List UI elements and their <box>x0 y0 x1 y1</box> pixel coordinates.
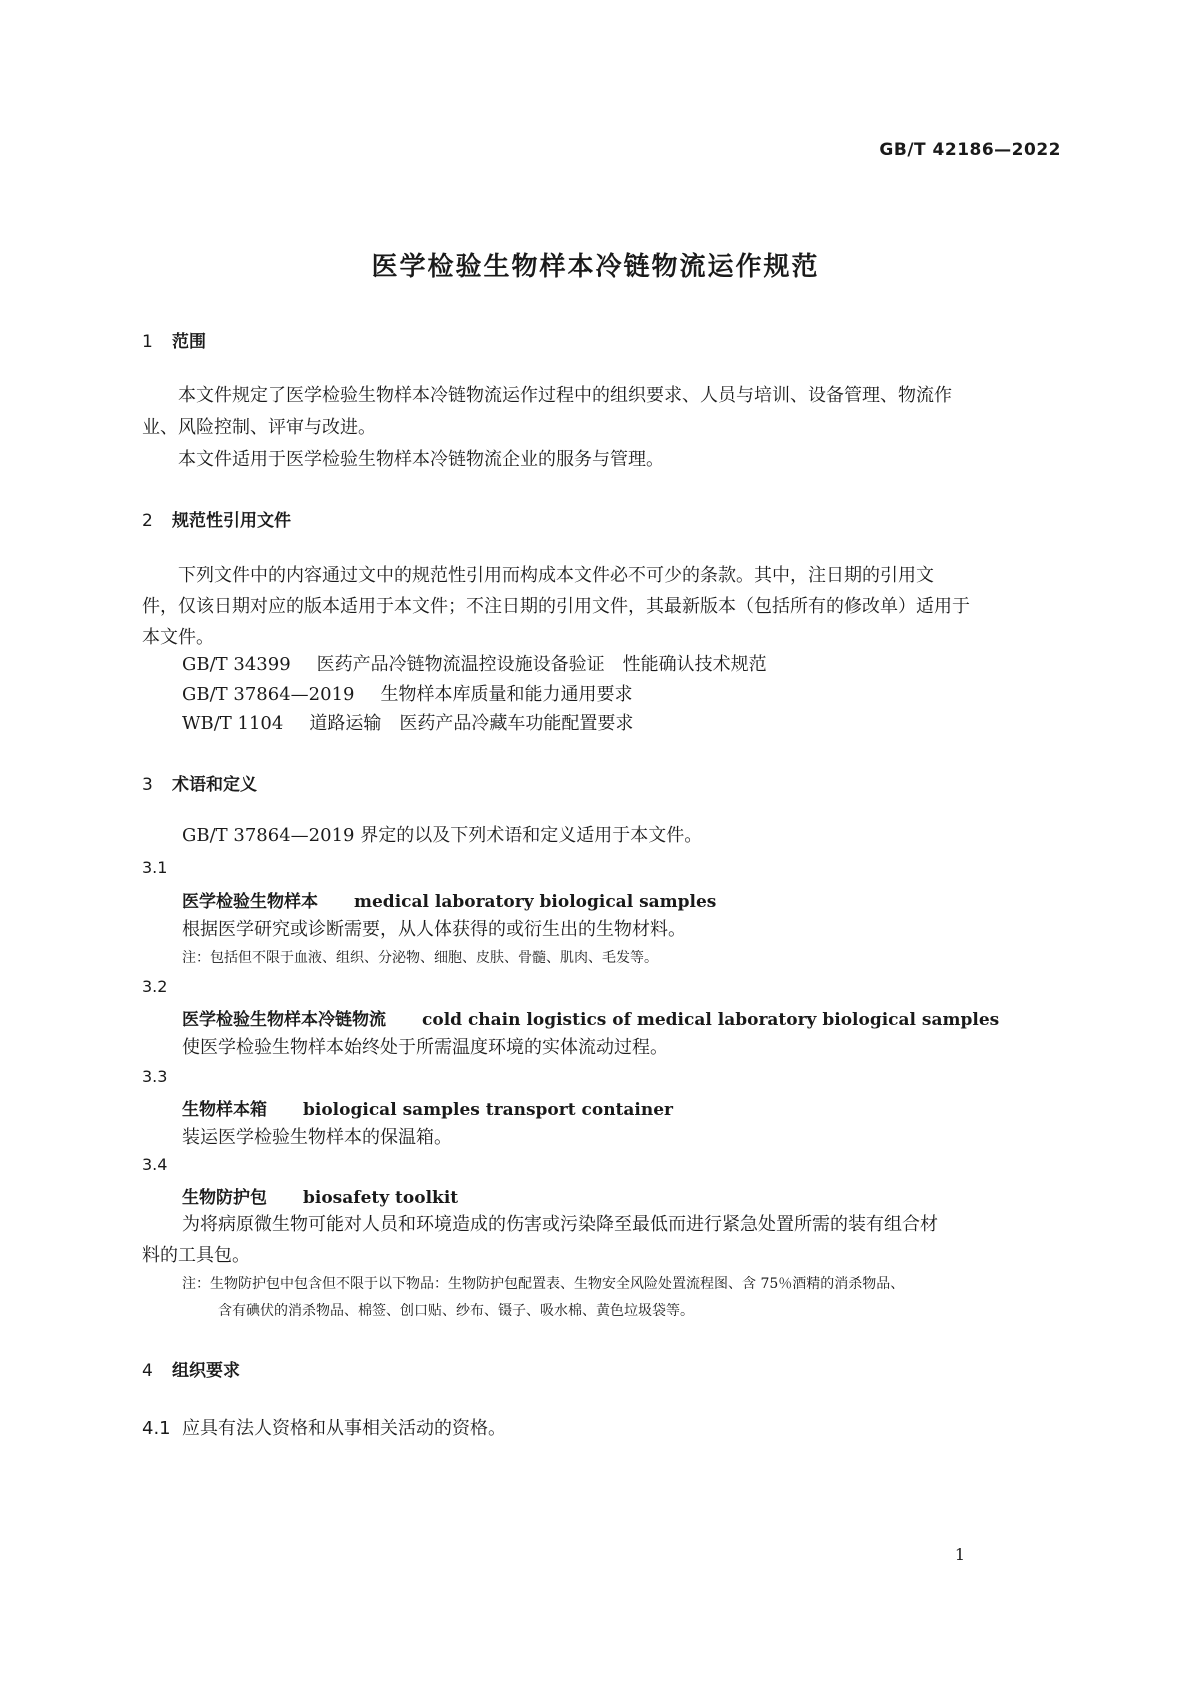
section-number: 3 <box>142 775 153 795</box>
section-number: 1 <box>142 332 153 352</box>
paragraph-line: 本文件。 <box>142 627 214 648</box>
term-en: cold chain logistics of medical laboratory biological samples <box>422 1010 1000 1030</box>
reference-title: 医药产品冷链物流温控设施设备验证 性能确认技术规范 <box>316 654 767 675</box>
section-1-heading <box>142 327 206 352</box>
reference-item <box>182 650 767 676</box>
term-entry <box>182 1005 999 1030</box>
paragraph-line: 本文件适用于医学检验生物样本冷链物流企业的服务与管理。 <box>178 449 664 470</box>
term-number: 3.3 <box>142 1067 168 1086</box>
page-title: 医学检验生物样本冷链物流运作规范 <box>371 252 820 282</box>
term-number: 3.2 <box>142 977 168 996</box>
paragraph-line: GB/T 37864—2019 界定的以及下列术语和定义适用于本文件。 <box>182 825 703 846</box>
reference-title: 生物样本库质量和能力通用要求 <box>380 684 633 705</box>
term-zh: 医学检验生物样本 <box>182 892 318 912</box>
term-entry <box>182 1183 458 1208</box>
term-zh: 生物样本箱 <box>182 1100 267 1120</box>
term-en: biological samples transport container <box>303 1100 674 1120</box>
section-2-heading <box>142 506 291 531</box>
section-3-heading <box>142 770 257 795</box>
reference-item <box>182 680 632 706</box>
section-title: 范围 <box>172 332 206 352</box>
term-zh: 医学检验生物样本冷链物流 <box>182 1010 386 1030</box>
term-en: biosafety toolkit <box>303 1188 459 1208</box>
paragraph-line: 业、风险控制、评审与改进。 <box>142 417 376 438</box>
paragraph-line: 件，仅该日期对应的版本适用于本文件；不注日期的引用文件，其最新版本（包括所有的修改单）适用于 <box>142 596 970 617</box>
term-entry <box>182 887 716 912</box>
standard-number: GB/T 42186—2022 <box>879 140 1061 160</box>
term-definition: 装运医学检验生物样本的保温箱。 <box>182 1127 452 1148</box>
reference-code: GB/T 37864—2019 <box>182 684 355 705</box>
paragraph-line: 本文件规定了医学检验生物样本冷链物流运作过程中的组织要求、人员与培训、设备管理、物流作 <box>178 385 952 406</box>
reference-title: 道路运输 医药产品冷藏车功能配置要求 <box>309 713 634 734</box>
term-zh: 生物防护包 <box>182 1188 267 1208</box>
term-entry <box>182 1095 673 1120</box>
paragraph-line: 下列文件中的内容通过文中的规范性引用而构成本文件必不可少的条款。其中，注日期的引用文 <box>178 565 934 586</box>
term-en: medical laboratory biological samples <box>354 892 717 912</box>
section-4-heading <box>142 1356 240 1381</box>
clause-text: 应具有法人资格和从事相关活动的资格。 <box>182 1418 506 1439</box>
section-title: 术语和定义 <box>172 775 257 795</box>
term-number: 3.1 <box>142 858 168 877</box>
term-definition: 料的工具包。 <box>142 1245 250 1266</box>
term-note: 注：生物防护包中包含但不限于以下物品：生物防护包配置表、生物安全风险处置流程图、含 75％酒精的消杀物品、 <box>182 1276 905 1292</box>
term-definition: 为将病原微生物可能对人员和环境造成的伤害或污染降至最低而进行紧急处置所需的装有组合材 <box>182 1214 938 1235</box>
page-number: 1 <box>954 1545 965 1564</box>
section-title: 规范性引用文件 <box>172 511 291 531</box>
section-number: 2 <box>142 511 153 531</box>
term-definition: 使医学检验生物样本始终处于所需温度环境的实体流动过程。 <box>182 1037 668 1058</box>
term-definition: 根据医学研究或诊断需要，从人体获得的或衍生出的生物材料。 <box>182 919 686 940</box>
term-note: 注：包括但不限于血液、组织、分泌物、细胞、皮肤、骨髓、肌肉、毛发等。 <box>182 950 658 966</box>
section-title: 组织要求 <box>172 1361 240 1381</box>
reference-item <box>182 709 633 735</box>
section-number: 4 <box>142 1361 153 1381</box>
clause-4-1 <box>142 1414 506 1440</box>
clause-number: 4.1 <box>142 1418 171 1439</box>
term-number: 3.4 <box>142 1155 168 1174</box>
reference-code: WB/T 1104 <box>182 713 284 734</box>
term-note: 含有碘伏的消杀物品、棉签、创口贴、纱布、镊子、吸水棉、黄色垃圾袋等。 <box>218 1303 694 1319</box>
reference-code: GB/T 34399 <box>182 654 291 675</box>
